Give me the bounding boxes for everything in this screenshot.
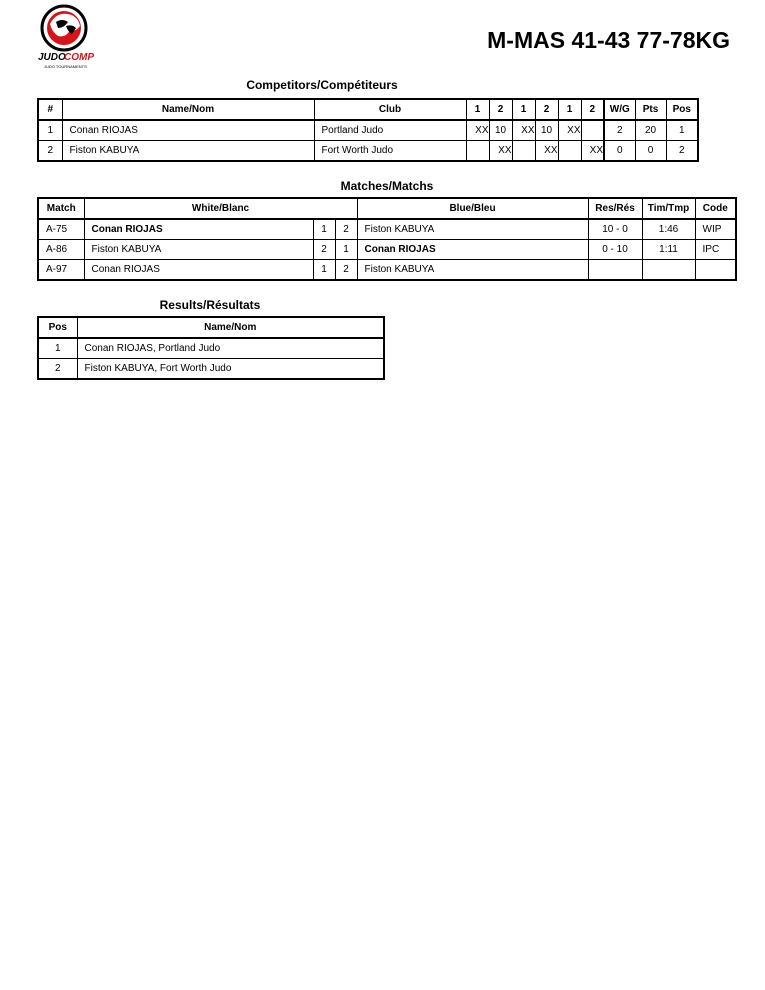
col-wg: W/G <box>604 99 635 120</box>
competitor-num: 2 <box>38 141 62 162</box>
match-row <box>38 219 736 240</box>
match-code <box>695 260 736 281</box>
competitor-pts: 20 <box>635 120 666 141</box>
round-cell <box>581 120 604 141</box>
competitor-pts: 0 <box>635 141 666 162</box>
match-time: 1:11 <box>642 240 695 260</box>
match-code: IPC <box>695 240 736 260</box>
match-result <box>588 260 642 281</box>
competitor-wg: 0 <box>604 141 635 162</box>
competitor-club: Fort Worth Judo <box>314 141 466 162</box>
result-row <box>38 338 384 359</box>
svg-text:JUDO TOURNAMENTS: JUDO TOURNAMENTS <box>44 64 87 69</box>
round-cell: XX <box>581 141 604 162</box>
match-white-name: Fiston KABUYA <box>84 240 313 260</box>
match-blue-num: 2 <box>335 219 357 240</box>
results-header-row <box>38 317 384 338</box>
round-cell <box>466 141 489 162</box>
match-id: A-97 <box>38 260 84 281</box>
round-cell: XX <box>489 141 512 162</box>
result-row <box>38 359 384 380</box>
results-table <box>37 316 385 380</box>
result-pos: 2 <box>38 359 77 380</box>
round-cell <box>512 141 535 162</box>
competitor-club: Portland Judo <box>314 120 466 141</box>
col-pos: Pos <box>666 99 698 120</box>
match-blue-name: Fiston KABUYA <box>357 219 588 240</box>
round-cell: 10 <box>489 120 512 141</box>
competitor-name: Conan RIOJAS <box>62 120 314 141</box>
result-name: Conan RIOJAS, Portland Judo <box>77 338 384 359</box>
results-section-title: Results/Résultats <box>159 298 261 312</box>
col-round-2: 2 <box>489 99 512 120</box>
col-club: Club <box>314 99 466 120</box>
col-round-5: 1 <box>558 99 581 120</box>
matches-header-row <box>38 198 736 219</box>
competitor-row <box>38 120 698 141</box>
col-round-3: 1 <box>512 99 535 120</box>
col-blue: Blue/Bleu <box>357 198 588 219</box>
col-result-pos: Pos <box>38 317 77 338</box>
page-title: M-MAS 41-43 77-78KG <box>487 27 730 53</box>
competitor-name: Fiston KABUYA <box>62 141 314 162</box>
competitor-wg: 2 <box>604 120 635 141</box>
match-white-name: Conan RIOJAS <box>84 260 313 281</box>
col-round-1: 1 <box>466 99 489 120</box>
match-blue-num: 2 <box>335 260 357 281</box>
match-result: 0 - 10 <box>588 240 642 260</box>
round-cell: XX <box>535 141 558 162</box>
col-white: White/Blanc <box>84 198 357 219</box>
match-code: WIP <box>695 219 736 240</box>
col-round-4: 2 <box>535 99 558 120</box>
col-result-name: Name/Nom <box>77 317 384 338</box>
match-white-num: 1 <box>313 219 335 240</box>
match-white-name: Conan RIOJAS <box>84 219 313 240</box>
competitor-row <box>38 141 698 162</box>
competitor-num: 1 <box>38 120 62 141</box>
competitor-pos: 1 <box>666 120 698 141</box>
competitors-table <box>37 98 699 162</box>
match-time <box>642 260 695 281</box>
match-white-num: 1 <box>313 260 335 281</box>
match-white-num: 2 <box>313 240 335 260</box>
col-code: Code <box>695 198 736 219</box>
matches-table <box>37 197 737 281</box>
col-match: Match <box>38 198 84 219</box>
result-name: Fiston KABUYA, Fort Worth Judo <box>77 359 384 380</box>
col-num: # <box>38 99 62 120</box>
judocomp-logo <box>36 2 102 70</box>
competitors-section-title: Competitors/Compétiteurs <box>246 78 398 92</box>
match-id: A-86 <box>38 240 84 260</box>
competitors-header-row <box>38 99 698 120</box>
match-id: A-75 <box>38 219 84 240</box>
col-name: Name/Nom <box>62 99 314 120</box>
match-blue-name: Fiston KABUYA <box>357 260 588 281</box>
match-blue-name: Conan RIOJAS <box>357 240 588 260</box>
col-res: Res/Rés <box>588 198 642 219</box>
round-cell: XX <box>558 120 581 141</box>
round-cell: XX <box>466 120 489 141</box>
match-result: 10 - 0 <box>588 219 642 240</box>
round-cell: XX <box>512 120 535 141</box>
matches-section-title: Matches/Matchs <box>340 179 434 193</box>
svg-text:COMP: COMP <box>64 52 94 63</box>
competitor-pos: 2 <box>666 141 698 162</box>
match-time: 1:46 <box>642 219 695 240</box>
match-blue-num: 1 <box>335 240 357 260</box>
col-round-6: 2 <box>581 99 604 120</box>
col-time: Tim/Tmp <box>642 198 695 219</box>
round-cell <box>558 141 581 162</box>
col-pts: Pts <box>635 99 666 120</box>
match-row <box>38 260 736 281</box>
svg-text:JUDO: JUDO <box>38 52 66 63</box>
round-cell: 10 <box>535 120 558 141</box>
match-row <box>38 240 736 260</box>
result-pos: 1 <box>38 338 77 359</box>
